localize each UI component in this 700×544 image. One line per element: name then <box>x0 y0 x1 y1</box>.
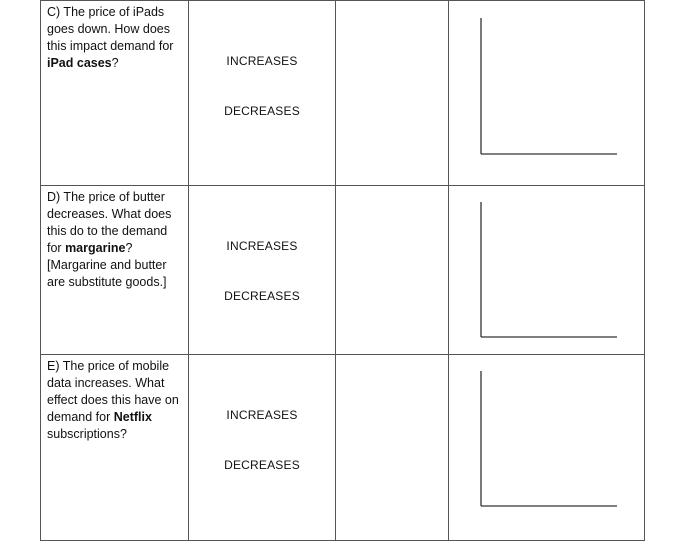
question-text: D) The price of butter decreases. What does this do to the demand for margarine? [Margarine and butter are substitute goods.] <box>47 190 172 289</box>
question-text: C) The price of iPads goes down. How does this impact demand for iPad cases? <box>47 5 174 70</box>
graph-cell[interactable] <box>449 1 645 186</box>
option-decreases[interactable]: DECREASES <box>224 104 300 118</box>
option-increases[interactable]: INCREASES <box>226 408 298 422</box>
question-row-d <box>41 186 645 355</box>
option-decreases[interactable]: DECREASES <box>224 289 300 303</box>
question-row-c <box>41 1 645 186</box>
answer-blank-cell[interactable] <box>336 186 449 355</box>
option-increases[interactable]: INCREASES <box>226 54 298 68</box>
question-cell <box>41 355 189 541</box>
graph-axes <box>449 186 645 355</box>
choice-cell <box>189 355 336 541</box>
answer-blank-cell[interactable] <box>336 1 449 186</box>
choice-cell <box>189 186 336 355</box>
graph-cell[interactable] <box>449 186 645 355</box>
question-cell <box>41 1 189 186</box>
option-increases[interactable]: INCREASES <box>226 239 298 253</box>
worksheet-table <box>40 0 645 541</box>
answer-blank-cell[interactable] <box>336 355 449 541</box>
choice-cell <box>189 1 336 186</box>
question-text: E) The price of mobile data increases. What effect does this have on demand for Netflix subscriptions? <box>47 359 179 441</box>
option-decreases[interactable]: DECREASES <box>224 458 300 472</box>
question-cell <box>41 186 189 355</box>
graph-axes <box>449 355 645 541</box>
graph-axes <box>449 1 645 186</box>
graph-cell[interactable] <box>449 355 645 541</box>
question-row-e <box>41 355 645 541</box>
